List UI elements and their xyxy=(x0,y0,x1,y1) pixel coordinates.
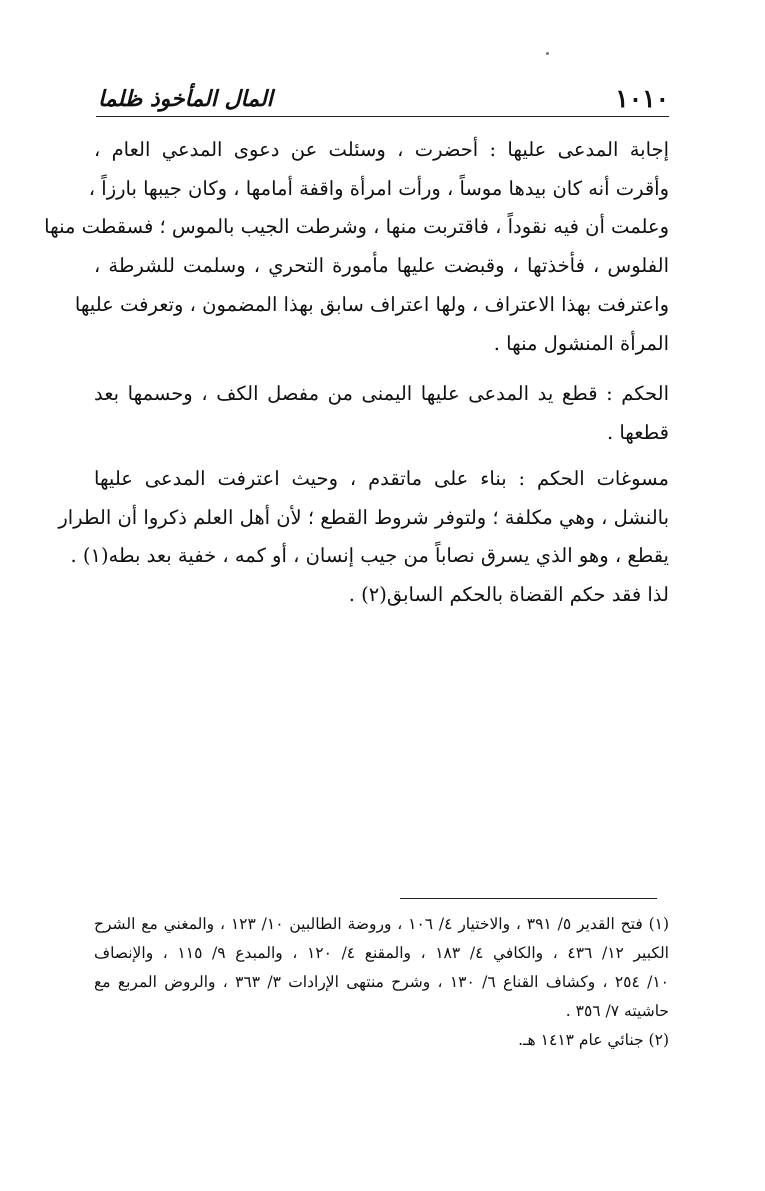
text-line: إجابة المدعى عليها : أحضرت ، وسئلت عن دعوى المدعي العام ، xyxy=(94,138,669,161)
footnote-separator xyxy=(400,898,657,899)
text-line: المرأة المنشول منها . xyxy=(493,331,669,355)
page-number: ١٠١٠ xyxy=(615,84,669,113)
footnote-line: ١٠/ ٢٥٤ ، وكشاف القناع ٦/ ١٣٠ ، وشرح منتهى الإرادات ٣/ ٣٦٣ ، والروض المربع مع xyxy=(94,973,669,991)
text-line: وأقرت أنه كان بيدها موساً ، ورأت امرأة واقفة أمامها ، وكان جيبها بارزاً ، xyxy=(88,176,669,200)
scan-dot xyxy=(546,52,549,55)
paragraph-ruling xyxy=(94,375,669,452)
footnote-line: (١) فتح القدير ٥/ ٣٩١ ، والاختيار ٤/ ١٠٦ ، وروضة الطالبين ١٠/ ١٢٣ ، والمغني مع الشرح xyxy=(94,915,670,933)
text-line: يقطع ، وهو الذي يسرق نصاباً من جيب إنسان ، أو كمه ، خفية بعد بطه(١) . xyxy=(70,544,669,568)
text-line: واعترفت بهذا الاعتراف ، ولها اعتراف سابق بهذا المضمون ، وتعرفت عليها xyxy=(74,292,669,316)
page-header xyxy=(96,86,669,117)
text-line: الحكم : قطع يد المدعى عليها اليمنى من مفصل الكف ، وحسمها بعد xyxy=(94,382,669,405)
footnote-line: الكبير ١٢/ ٤٣٦ ، والكافي ٤/ ١٨٣ ، والمقنع ٤/ ١٢٠ ، والمبدع ٩/ ١١٥ ، والإنصاف xyxy=(94,944,669,962)
text-line: لذا فقد حكم القضاة بالحكم السابق(٢) . xyxy=(348,583,669,607)
text-line: وعلمت أن فيه نقوداً ، فاقتربت منها ، وشرطت الجيب بالموس ؛ فسقطت منها xyxy=(44,215,669,239)
running-title: المال المأخوذ ظلما xyxy=(98,86,273,112)
text-line: قطعها . xyxy=(606,420,669,444)
footnote-line: حاشيته ٧/ ٣٥٦ . xyxy=(565,1002,669,1020)
footnotes xyxy=(94,910,669,1055)
text-line: الفلوس ، فأخذتها ، وقبضت عليها مأمورة التحري ، وسلمت للشرطة ، xyxy=(94,254,669,278)
text-line: مسوغات الحكم : بناء على ماتقدم ، وحيث اعترفت المدعى عليها xyxy=(94,467,669,490)
text-line: بالنشل ، وهي مكلفة ؛ ولتوفر شروط القطع ؛ لأن أهل العلم ذكروا أن الطرار xyxy=(58,505,669,529)
footnote-line: (٢) جنائي عام ١٤١٣ هـ. xyxy=(518,1031,669,1049)
paragraph-justification xyxy=(58,460,669,615)
paragraph-defendant-answer xyxy=(44,131,669,363)
